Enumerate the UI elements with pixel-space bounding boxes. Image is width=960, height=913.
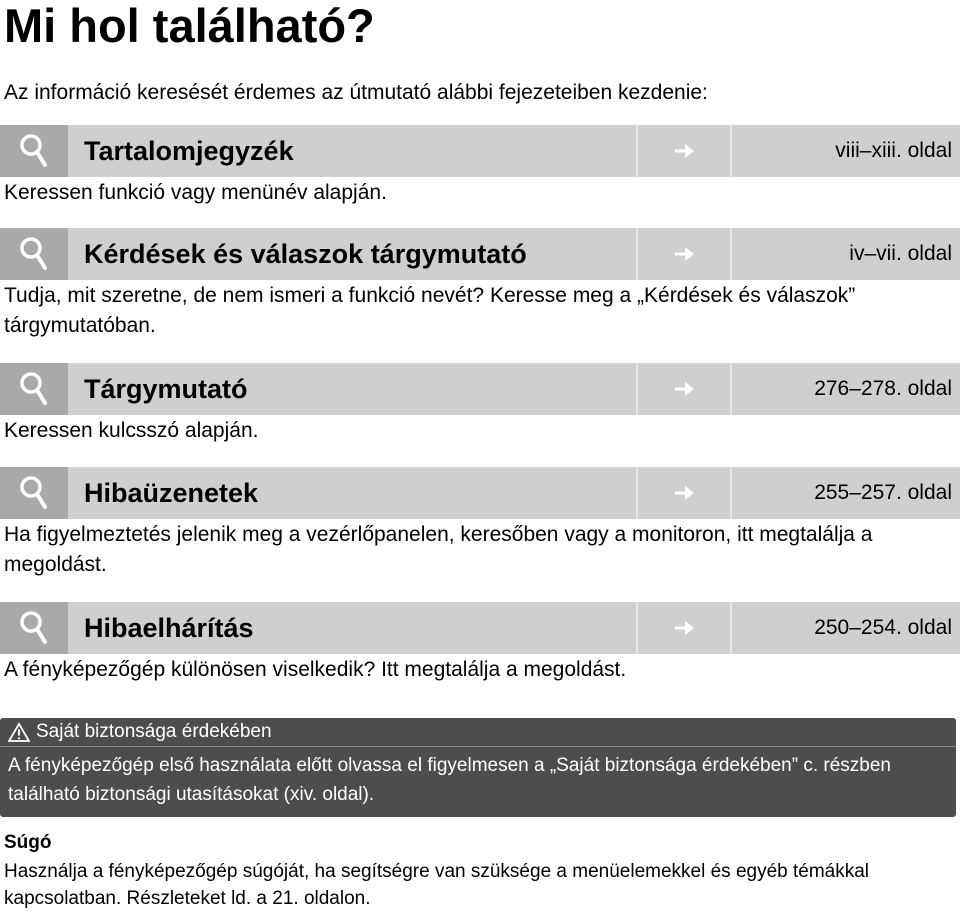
search-icon	[0, 228, 68, 280]
safety-text: A fényképezőgép első használata előtt olvassa el figyelmesen a „Saját biztonsága érdekében” c. részben található biztonsági utasításokat (xiv. oldal).	[8, 755, 891, 805]
section-pages: 276–278. oldal	[814, 377, 952, 400]
section-bar[interactable]	[0, 125, 960, 177]
intro-text: Az információ keresését érdemes az útmutató alábbi fejezeteiben kezdenie:	[4, 81, 708, 104]
section-bar[interactable]	[0, 602, 960, 654]
section-error-messages	[0, 467, 960, 580]
search-icon	[0, 467, 68, 519]
arrow-right-icon	[636, 228, 732, 280]
arrow-right-icon	[636, 602, 732, 654]
help-text: Használja a fényképezőgép súgóját, ha segítségre van szüksége a menüelemekkel és egyéb témákkal kapcsolatban. Részleteket ld. a 21. oldalon.	[4, 861, 870, 909]
section-description: Keressen funkció vagy menünév alapján.	[4, 181, 387, 204]
section-pages: 250–254. oldal	[814, 616, 952, 639]
section-bar[interactable]	[0, 467, 960, 519]
section-description: A fényképezőgép különösen viselkedik? Itt megtalálja a megoldást.	[4, 658, 627, 681]
section-index	[0, 363, 960, 446]
arrow-right-icon	[636, 363, 732, 415]
safety-notice	[0, 718, 956, 817]
section-title: Tartalomjegyzék	[84, 135, 294, 166]
section-bar[interactable]	[0, 363, 960, 415]
section-contents	[0, 125, 960, 208]
safety-header	[0, 718, 956, 747]
search-icon	[0, 363, 68, 415]
safety-title: Saját biztonsága érdekében	[36, 721, 272, 742]
section-bar[interactable]	[0, 228, 960, 280]
help-title: Súgó	[4, 832, 52, 853]
arrow-right-icon	[636, 125, 732, 177]
section-description: Ha figyelmeztetés jelenik meg a vezérlőpanelen, keresőben vagy a monitoron, itt megtalálja a megoldást.	[4, 523, 873, 576]
section-pages: iv–vii. oldal	[849, 242, 952, 265]
section-pages: 255–257. oldal	[814, 481, 952, 504]
section-pages: viii–xiii. oldal	[835, 139, 952, 162]
warning-icon	[8, 722, 30, 742]
search-icon	[0, 602, 68, 654]
section-description: Tudja, mit szeretne, de nem ismeri a funkció nevét? Keresse meg a „Kérdések és válaszok” tárgymutatóban.	[4, 284, 856, 337]
section-title: Tárgymutató	[84, 373, 248, 404]
section-qa-index	[0, 228, 960, 341]
section-description: Keressen kulcsszó alapján.	[4, 419, 259, 442]
section-title: Kérdések és válaszok tárgymutató	[84, 238, 527, 269]
section-troubleshooting	[0, 602, 960, 685]
section-title: Hibaelhárítás	[84, 612, 254, 643]
section-title: Hibaüzenetek	[84, 477, 259, 508]
arrow-right-icon	[636, 467, 732, 519]
search-icon	[0, 125, 68, 177]
page-title: Mi hol található?	[4, 0, 375, 52]
